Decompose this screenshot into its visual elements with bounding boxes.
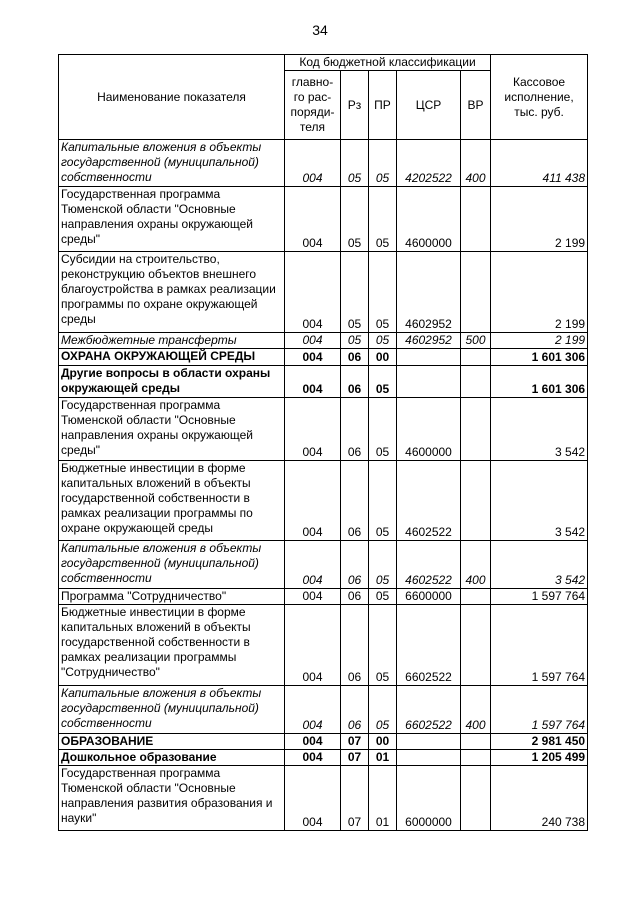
row-amount: 3 542 [491,398,588,461]
header-manager: главно-го рас-поряди-теля [285,71,341,140]
row-pr-code: 00 [369,734,397,750]
row-name: Субсидии на строительство, реконструкцию объектов внешнего благоустройства в рамках реализации программы по охране окружающей среды [59,252,285,333]
row-csr-code [397,349,461,366]
row-vr-code: 400 [461,140,491,187]
row-vr-code: 400 [461,541,491,589]
row-amount: 1 601 306 [491,349,588,366]
row-vr-code [461,605,491,686]
row-name: Программа "Сотрудничество" [59,589,285,605]
row-rz-code: 06 [341,349,369,366]
row-rz-code: 05 [341,333,369,349]
row-manager-code: 004 [285,686,341,734]
row-name: Капитальные вложения в объекты государственной (муниципальной) собственности [59,686,285,734]
row-manager-code: 004 [285,252,341,333]
row-csr-code [397,734,461,750]
row-name: Межбюджетные трансферты [59,333,285,349]
row-vr-code [461,366,491,398]
table-row [59,140,588,187]
row-manager-code: 004 [285,398,341,461]
row-amount: 411 438 [491,140,588,187]
row-csr-code: 6600000 [397,589,461,605]
row-csr-code [397,750,461,766]
row-vr-code [461,398,491,461]
row-name: Государственная программа Тюменской области "Основные направления охраны окружающей среды" [59,187,285,252]
row-vr-code: 400 [461,686,491,734]
row-manager-code: 004 [285,734,341,750]
row-rz-code: 06 [341,398,369,461]
budget-execution-table [58,54,588,831]
row-vr-code: 500 [461,333,491,349]
row-csr-code: 6000000 [397,766,461,831]
row-vr-code [461,187,491,252]
row-csr-code: 6602522 [397,605,461,686]
row-vr-code [461,461,491,541]
table-row [59,605,588,686]
row-rz-code: 06 [341,541,369,589]
row-rz-code: 06 [341,366,369,398]
page-number: 34 [312,22,328,38]
row-rz-code: 06 [341,686,369,734]
row-pr-code: 05 [369,333,397,349]
row-pr-code: 05 [369,686,397,734]
row-pr-code: 05 [369,589,397,605]
row-csr-code: 6602522 [397,686,461,734]
row-pr-code: 01 [369,766,397,831]
row-pr-code: 01 [369,750,397,766]
header-pr: ПР [369,71,397,140]
row-rz-code: 05 [341,140,369,187]
row-amount: 3 542 [491,461,588,541]
table-row [59,398,588,461]
row-amount: 2 199 [491,252,588,333]
row-pr-code: 05 [369,398,397,461]
row-name: Бюджетные инвестиции в форме капитальных вложений в объекты государственной собственности в рамках реализации программы "Сотрудничество" [59,605,285,686]
row-vr-code [461,734,491,750]
row-rz-code: 07 [341,734,369,750]
row-vr-code [461,349,491,366]
row-amount: 2 981 450 [491,734,588,750]
row-amount: 1 597 764 [491,686,588,734]
table-row [59,589,588,605]
row-csr-code: 4602522 [397,541,461,589]
row-csr-code: 4602522 [397,461,461,541]
row-manager-code: 004 [285,366,341,398]
row-manager-code: 004 [285,766,341,831]
row-csr-code: 4602952 [397,333,461,349]
header-code-group: Код бюджетной классификации [285,55,491,71]
table-row [59,541,588,589]
row-name: Капитальные вложения в объекты государственной (муниципальной) собственности [59,541,285,589]
table-row [59,734,588,750]
row-name: Бюджетные инвестиции в форме капитальных вложений в объекты государственной собственности в рамках реализации программы по охране окружающей среды [59,461,285,541]
row-vr-code [461,750,491,766]
row-amount: 2 199 [491,333,588,349]
table-row [59,349,588,366]
row-csr-code: 4202522 [397,140,461,187]
row-pr-code: 05 [369,461,397,541]
row-name: Другие вопросы в области охраны окружающей среды [59,366,285,398]
header-amount: Кассовое исполнение, тыс. руб. [491,55,588,140]
row-csr-code: 4600000 [397,398,461,461]
table-row [59,187,588,252]
row-pr-code: 05 [369,252,397,333]
row-name: ОХРАНА ОКРУЖАЮЩЕЙ СРЕДЫ [59,349,285,366]
row-csr-code [397,366,461,398]
row-csr-code: 4600000 [397,187,461,252]
row-rz-code: 06 [341,605,369,686]
row-amount: 2 199 [491,187,588,252]
row-pr-code: 05 [369,187,397,252]
row-manager-code: 004 [285,140,341,187]
table-row [59,686,588,734]
row-amount: 3 542 [491,541,588,589]
row-vr-code [461,766,491,831]
row-manager-code: 004 [285,750,341,766]
row-rz-code: 06 [341,589,369,605]
row-manager-code: 004 [285,461,341,541]
row-manager-code: 004 [285,541,341,589]
row-amount: 1 601 306 [491,366,588,398]
table-row [59,366,588,398]
row-rz-code: 07 [341,750,369,766]
row-pr-code: 00 [369,349,397,366]
row-pr-code: 05 [369,541,397,589]
row-manager-code: 004 [285,333,341,349]
header-indicator-name: Наименование показателя [59,55,285,140]
header-rz: Рз [341,71,369,140]
row-manager-code: 004 [285,187,341,252]
row-amount: 1 597 764 [491,605,588,686]
row-amount: 240 738 [491,766,588,831]
row-name: Капитальные вложения в объекты государственной (муниципальной) собственности [59,140,285,187]
row-amount: 1 597 764 [491,589,588,605]
table-body [59,140,588,831]
row-manager-code: 004 [285,589,341,605]
row-pr-code: 05 [369,140,397,187]
row-name: ОБРАЗОВАНИЕ [59,734,285,750]
row-name: Государственная программа Тюменской области "Основные направления развития образования и науки" [59,766,285,831]
row-name: Государственная программа Тюменской области "Основные направления охраны окружающей среды" [59,398,285,461]
row-name: Дошкольное образование [59,750,285,766]
row-vr-code [461,589,491,605]
row-manager-code: 004 [285,349,341,366]
row-csr-code: 4602952 [397,252,461,333]
table-row [59,252,588,333]
table-row [59,461,588,541]
row-manager-code: 004 [285,605,341,686]
row-vr-code [461,252,491,333]
row-rz-code: 06 [341,461,369,541]
header-row-top [59,55,588,71]
row-rz-code: 07 [341,766,369,831]
table-row [59,766,588,831]
row-pr-code: 05 [369,366,397,398]
table-row [59,333,588,349]
row-rz-code: 05 [341,187,369,252]
row-rz-code: 05 [341,252,369,333]
header-csr: ЦСР [397,71,461,140]
row-amount: 1 205 499 [491,750,588,766]
header-vr: ВР [461,71,491,140]
row-pr-code: 05 [369,605,397,686]
table-row [59,750,588,766]
